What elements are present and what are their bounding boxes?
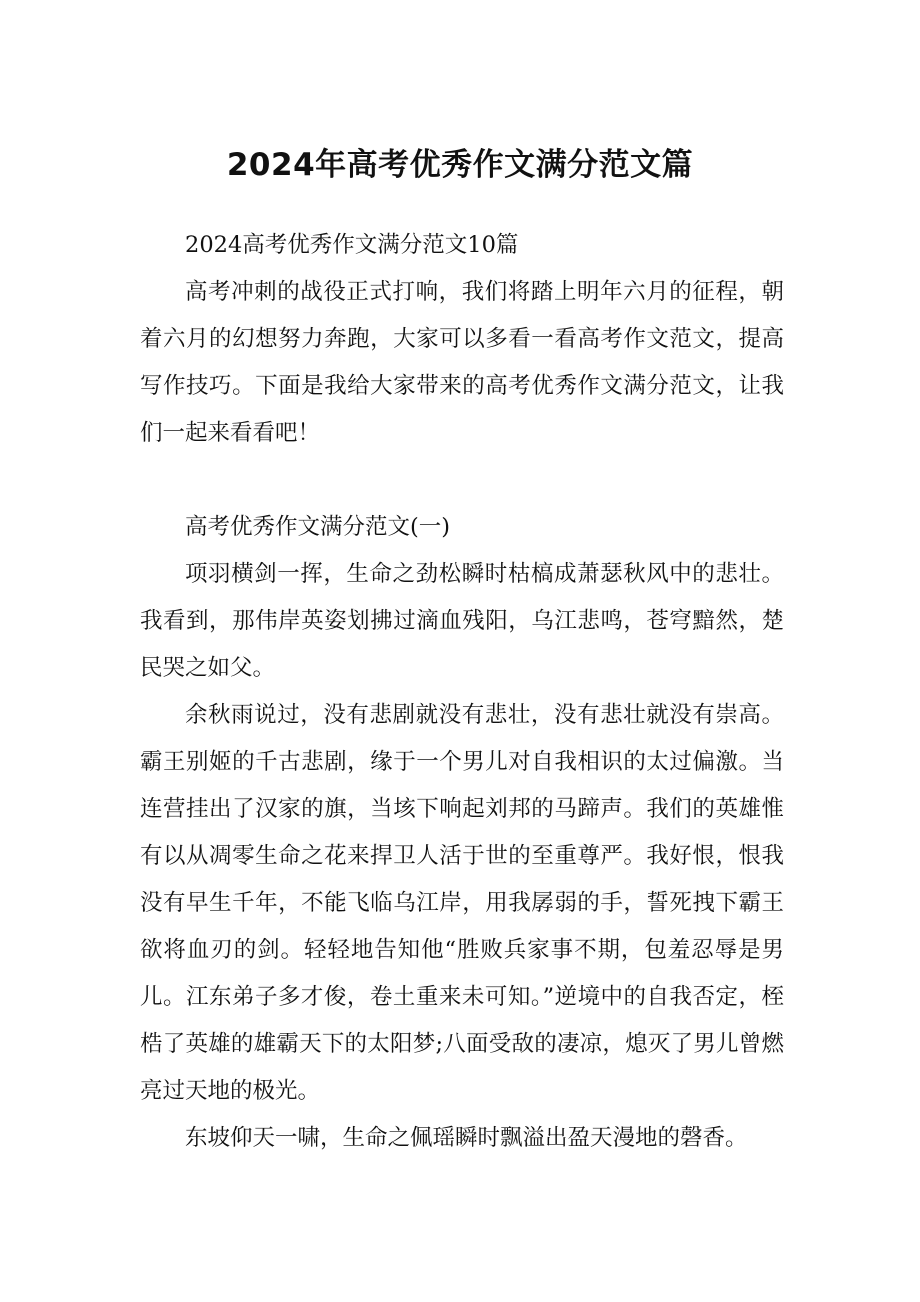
section-heading: 高考优秀作文满分范文(一) xyxy=(185,514,451,540)
body-paragraph: 余秋雨说过，没有悲剧就没有悲壮，没有悲壮就没有崇高。霸王别姬的千古悲剧，缘于一个男儿对自我相识的太过偏激。当连营挂出了汉家的旗，当垓下响起刘邦的马蹄声。我们的英雄惟有以从凋零生命之花来捍卫人活于世的至重尊严。我好恨，恨我没有早生千年，不能飞临乌江岸，用我孱弱的手，誓死拽下霸王欲将血刃的剑。轻轻地告知他“胜败兵家事不期，包羞忍辱是男儿。江东弟子多才俊，卷土重来未可知。”逆境中的自我否定，桎梏了英雄的雄霸天下的太阳梦;八面受敌的凄凉，熄灭了男儿曾燃亮过天地的极光。 xyxy=(140,702,784,1104)
body-paragraph: 项羽横剑一挥，生命之劲松瞬时枯槁成萧瑟秋风中的悲壮。我看到，那伟岸英姿划拂过滴血残阳，乌江悲鸣，苍穹黯然，楚民哭之如父。 xyxy=(140,561,784,681)
document-body xyxy=(140,222,784,1162)
intro-paragraph: 高考冲刺的战役正式打响，我们将踏上明年六月的征程，朝着六月的幻想努力奔跑，大家可以多看一看高考作文范文，提高写作技巧。下面是我给大家带来的高考优秀作文满分范文，让我们一起来看看吧！ xyxy=(140,279,784,446)
document-title: 2024年高考优秀作文满分范文篇 xyxy=(226,147,694,183)
body-paragraph: 东坡仰天一啸，生命之佩瑶瞬时飘溢出盈天漫地的磬香。 xyxy=(185,1125,748,1151)
subtitle-paragraph: 2024高考优秀作文满分范文10篇 xyxy=(185,232,519,258)
